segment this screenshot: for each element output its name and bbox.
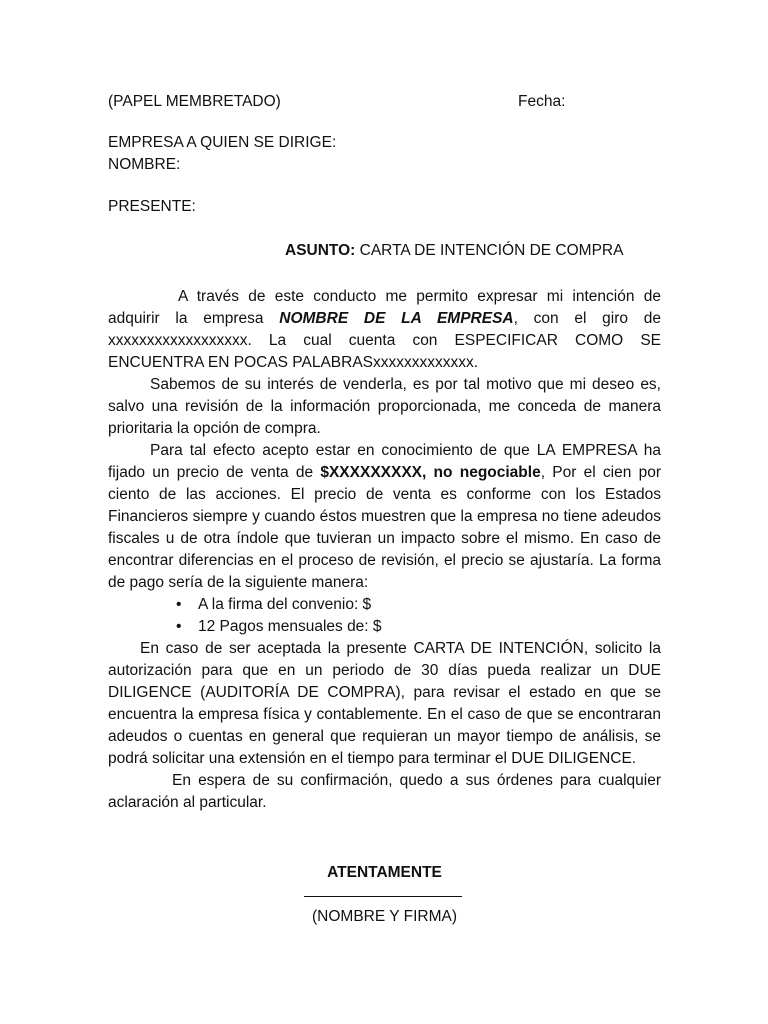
paragraph-price — [108, 440, 661, 594]
company-name-placeholder: NOMBRE DE LA EMPRESA — [279, 310, 514, 327]
letterhead-placeholder: (PAPEL MEMBRETADO) — [108, 93, 281, 110]
payment-term-text: 12 Pagos mensuales de: $ — [198, 618, 382, 635]
paragraph-interest: Sabemos de su interés de venderla, es por tal motivo que mi deseo es, salvo una revisión de la información proporcionada, me conceda de manera prioritaria la opción de compra. — [108, 376, 661, 437]
payment-term-text: A la firma del convenio: $ — [198, 596, 372, 613]
date-label: Fecha: — [518, 93, 566, 110]
letter-body — [108, 286, 661, 814]
paragraph-intro-b: , con el giro de xxxxxxxxxxxxxxxxxx. La cual cuenta con ESPECIFICAR COMO SE ENCUENTRA EN POCAS PALABRASxxxxxxxxxxxxx. — [108, 310, 661, 371]
subject-text: CARTA DE INTENCIÓN DE COMPRA — [355, 242, 624, 259]
paragraph-intro-a: A través de este conducto me permito expresar mi intención de adquirir la empresa — [108, 288, 661, 327]
subject-line — [285, 242, 623, 260]
paragraph-price-a: Para tal efecto acepto estar en conocimiento de que LA EMPRESA ha fijado un precio de venta de — [108, 442, 661, 481]
closing-salutation: ATENTAMENTE — [327, 864, 442, 881]
addressee-name: NOMBRE: — [108, 156, 181, 173]
price-placeholder: $XXXXXXXXX, no negociable — [320, 464, 541, 481]
paragraph-closing: En espera de su confirmación, quedo a sus órdenes para cualquier aclaración al particular. — [108, 772, 661, 811]
paragraph-intro — [108, 286, 661, 374]
list-item — [108, 616, 661, 638]
addressee-company: EMPRESA A QUIEN SE DIRIGE: — [108, 134, 337, 151]
greeting: PRESENTE: — [108, 198, 196, 215]
signature-line — [304, 896, 462, 897]
signature-name: (NOMBRE Y FIRMA) — [312, 908, 457, 925]
addressee-block — [108, 132, 336, 176]
subject-label: ASUNTO: — [285, 242, 356, 259]
bullet-icon: • — [176, 618, 182, 635]
paragraph-due-diligence: En caso de ser aceptada la presente CARTA DE INTENCIÓN, solicito la autorización para que en un periodo de 30 días pueda realizar un DUE DILIGENCE (AUDITORÍA DE COMPRA), para revisar el estado en que se encuentra la empresa física y contablemente. En el caso de que se encontraran adeudos o cuentas en general que requieran un mayor tiempo de análisis, se podrá solicitar una extensión en el tiempo para terminar el DUE DILIGENCE. — [108, 640, 661, 767]
payment-terms-list — [108, 594, 661, 638]
bullet-icon: • — [176, 596, 182, 613]
paragraph-price-b: , Por el cien por ciento de las acciones. El precio de venta es conforme con los Estados Financieros siempre y cuando éstos muestren que la empresa no tiene adeudos fiscales u de otra índole que tuvieran un impacto sobre el mismo. En caso de encontrar diferencias en el proceso de revisión, el precio se ajustaría. La forma de pago sería de la siguiente manera: — [108, 464, 661, 591]
list-item — [108, 594, 661, 616]
